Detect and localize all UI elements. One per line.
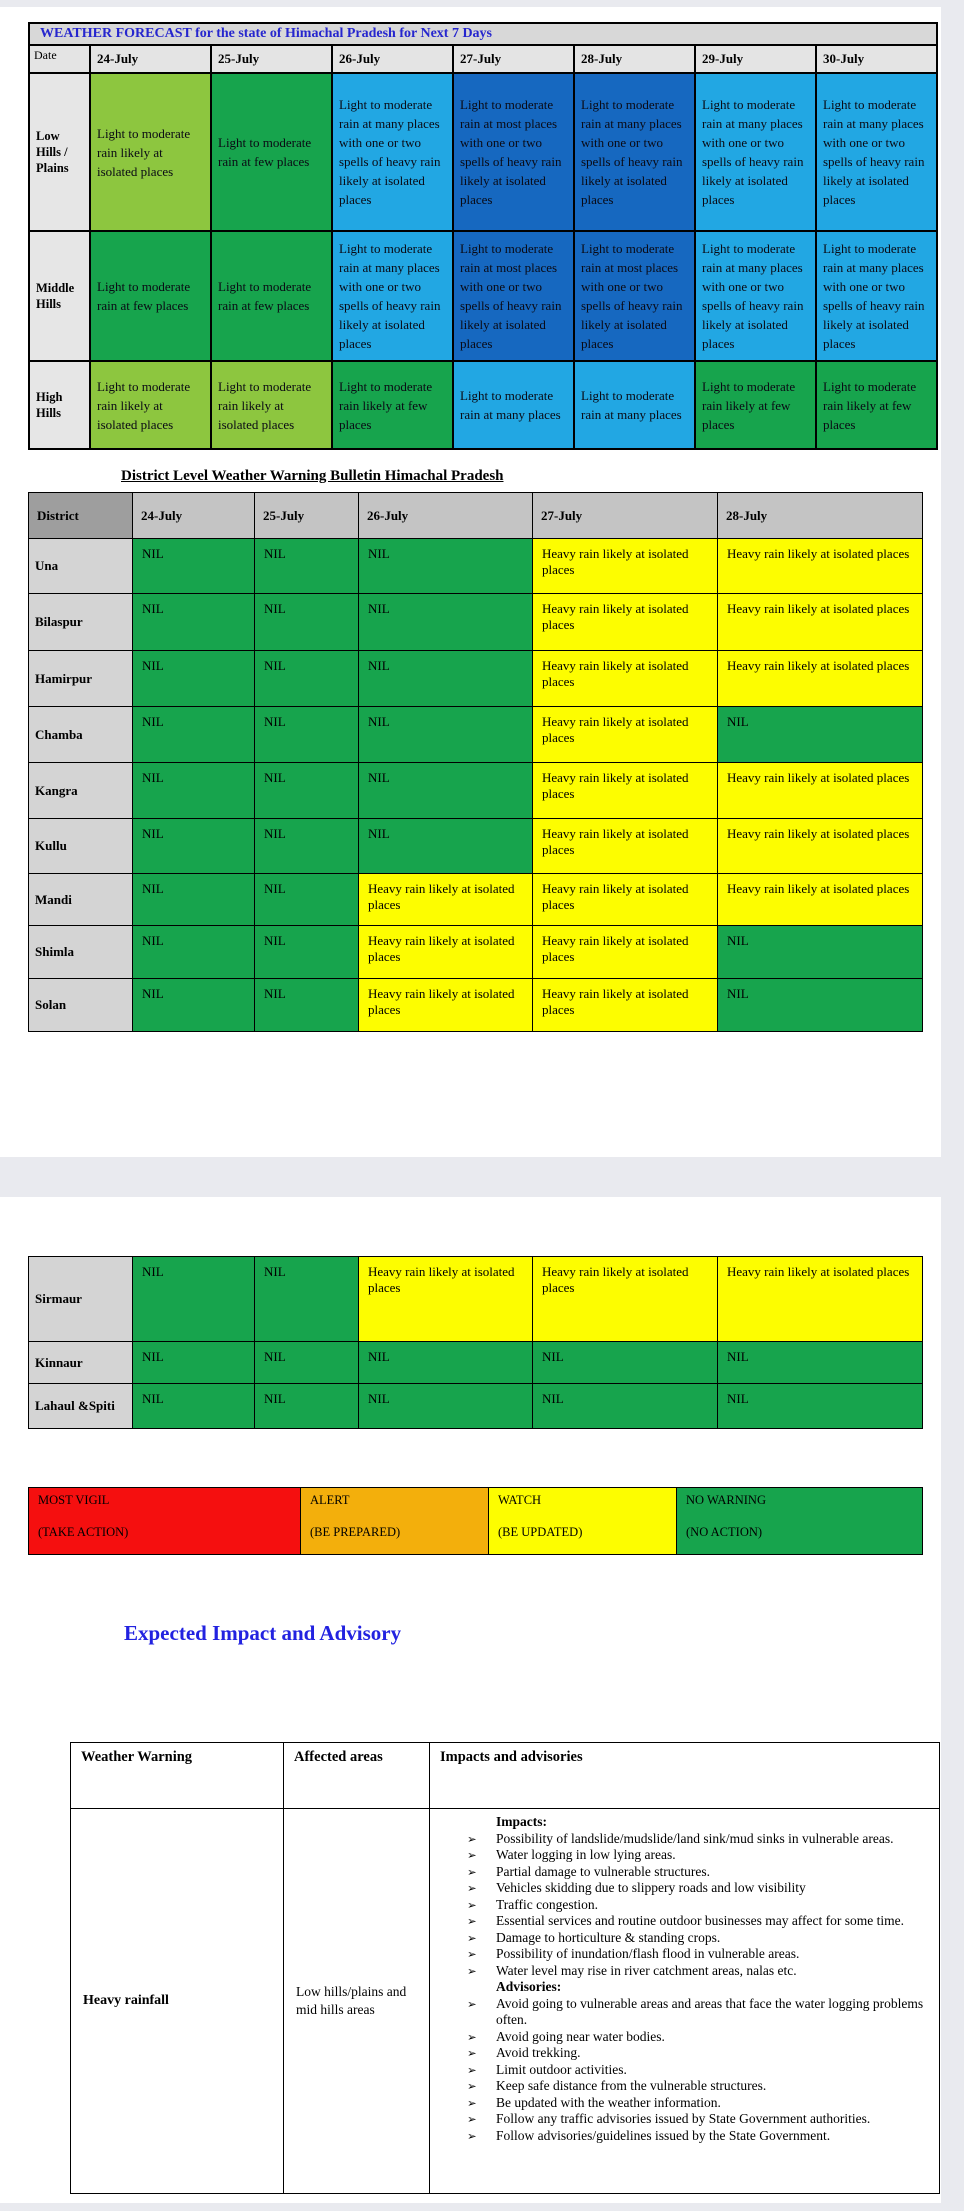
advisory-text: Damage to horticulture & standing crops.: [496, 1929, 721, 1945]
advisory-item: [430, 2111, 931, 2128]
advisory-item: [430, 1930, 931, 1947]
advisory-text: Traffic congestion.: [496, 1896, 598, 1912]
forecast-cell: Light to moderate rain at many places with one or two spells of heavy rain likely at isolated places: [332, 73, 453, 231]
district-warning-cell: Heavy rain likely at isolated places: [533, 1257, 718, 1342]
district-name-label: Solan: [29, 979, 133, 1032]
advisory-text: Avoid trekking.: [496, 2045, 581, 2060]
district-warning-cell: NIL: [533, 1342, 718, 1384]
advisory-text: Follow any traffic advisories issued by State Government authorities.: [496, 2111, 871, 2126]
district-warning-cell: NIL: [359, 539, 533, 594]
page-2: [0, 1197, 941, 2203]
forecast-cell: Light to moderate rain at many places with one or two spells of heavy rain likely at isolated places: [695, 73, 816, 231]
district-warning-cell: NIL: [718, 1384, 923, 1429]
forecast-column-header: 28-July: [574, 45, 695, 73]
district-warning-table: [28, 492, 923, 1032]
district-warning-cell: NIL: [255, 594, 359, 651]
advisory-text: Water logging in low lying areas.: [496, 1847, 676, 1862]
district-row: [29, 763, 923, 819]
advisory-text: Keep safe distance from the vulnerable structures.: [496, 2078, 767, 2093]
district-row: [29, 874, 923, 926]
district-name-label: Sirmaur: [29, 1257, 133, 1342]
impact-advisory-table: [70, 1742, 940, 2194]
bullet-icon: ➢: [467, 1883, 477, 1895]
impact-data-row: [71, 1809, 940, 2194]
district-warning-cell: NIL: [255, 763, 359, 819]
district-warning-cell: NIL: [718, 979, 923, 1032]
district-warning-cell: Heavy rain likely at isolated places: [533, 819, 718, 874]
legend-sub-label: (BE PREPARED): [310, 1525, 401, 1539]
district-warning-cell: Heavy rain likely at isolated places: [359, 979, 533, 1032]
district-warning-cell: NIL: [718, 1342, 923, 1384]
advisory-text: Follow advisories/guidelines issued by the State Government.: [496, 2127, 831, 2143]
advisory-item: [430, 2029, 931, 2046]
district-warning-cell: NIL: [133, 1257, 255, 1342]
district-warning-cell: Heavy rain likely at isolated places: [533, 926, 718, 979]
district-warning-cell: Heavy rain likely at isolated places: [718, 651, 923, 707]
district-row: [29, 1342, 923, 1384]
bullet-icon: ➢: [467, 2114, 477, 2126]
advisory-text: Essential services and routine outdoor businesses may affect for some time.: [496, 1913, 905, 1928]
district-warning-cell: NIL: [255, 539, 359, 594]
district-warning-cell: NIL: [133, 979, 255, 1032]
district-warning-cell: NIL: [133, 874, 255, 926]
district-warning-cell: NIL: [359, 819, 533, 874]
bullet-icon: ➢: [467, 1899, 477, 1912]
advisory-text: Possibility of inundation/flash flood in vulnerable areas.: [496, 1946, 800, 1961]
district-warning-cell: NIL: [255, 1257, 359, 1342]
forecast-column-header: 27-July: [453, 45, 574, 73]
bullet-icon: ➢: [467, 1916, 477, 1928]
forecast-cell: Light to moderate rain likely at isolated places: [211, 361, 332, 449]
forecast-cell: Light to moderate rain likely at few places: [695, 361, 816, 449]
advisory-text: Avoid going to vulnerable areas and areas that face the water logging problems often.: [496, 1995, 924, 2027]
district-name-label: Hamirpur: [29, 651, 133, 707]
forecast-cell: Light to moderate rain likely at few places: [332, 361, 453, 449]
bullet-icon: ➢: [467, 1932, 477, 1945]
district-row: [29, 926, 923, 979]
legend-label: ALERT: [310, 1493, 350, 1507]
bullet-icon: ➢: [467, 1949, 477, 1961]
district-warning-cell: Heavy rain likely at isolated places: [359, 926, 533, 979]
impacts-title: Impacts:: [496, 1814, 547, 1829]
advisory-item: [430, 1897, 931, 1914]
advisory-text: Partial damage to vulnerable structures.: [496, 1863, 711, 1879]
bullet-icon: ➢: [467, 2064, 477, 2077]
advisory-text: Possibility of landslide/mudslide/land sink/mud sinks in vulnerable areas.: [496, 1830, 894, 1846]
district-warning-cell: Heavy rain likely at isolated places: [359, 1257, 533, 1342]
district-bulletin-title: District Level Weather Warning Bulletin Himachal Pradesh: [121, 468, 504, 484]
forecast-row-label: High Hills: [29, 361, 90, 449]
impact-col-header-advisories: Impacts and advisories: [430, 1743, 940, 1809]
district-warning-cell: NIL: [359, 763, 533, 819]
district-row: [29, 594, 923, 651]
advisory-item: [430, 2095, 931, 2112]
district-column-header: 26-July: [359, 493, 533, 539]
district-warning-cell: NIL: [255, 1384, 359, 1429]
bullet-icon: ➢: [467, 1965, 477, 1978]
bullet-icon: ➢: [467, 2081, 477, 2093]
district-name-label: Una: [29, 539, 133, 594]
forecast-cell: Light to moderate rain likely at isolated places: [90, 73, 211, 231]
legend-cell: [677, 1488, 923, 1555]
legend-label: WATCH: [498, 1493, 542, 1507]
district-column-header: 24-July: [133, 493, 255, 539]
advisory-item: [430, 2045, 931, 2062]
forecast-date-corner: Date: [29, 45, 90, 73]
advisory-item: [430, 2062, 931, 2079]
legend-cell: [29, 1488, 301, 1555]
impact-header-row: [71, 1743, 940, 1809]
district-warning-cell: NIL: [133, 707, 255, 763]
bullet-icon: ➢: [467, 1998, 477, 2011]
district-name-label: Lahaul &Spiti: [29, 1384, 133, 1429]
forecast-cell: Light to moderate rain at many places with one or two spells of heavy rain likely at isolated places: [816, 231, 937, 361]
advisory-item: [430, 2128, 931, 2145]
district-warning-table-continued: [28, 1256, 923, 1429]
forecast-title: WEATHER FORECAST for the state of Himachal Pradesh for Next 7 Days: [29, 23, 937, 45]
district-header-row: [29, 493, 923, 539]
forecast-cell: Light to moderate rain at few places: [211, 231, 332, 361]
district-warning-cell: Heavy rain likely at isolated places: [718, 819, 923, 874]
district-name-label: Bilaspur: [29, 594, 133, 651]
legend-sub-label: (TAKE ACTION): [38, 1525, 129, 1539]
advisory-item: [430, 1913, 931, 1930]
forecast-row-label: Middle Hills: [29, 231, 90, 361]
district-warning-cell: NIL: [533, 1384, 718, 1429]
advisory-item: [430, 1963, 931, 1980]
advisory-item: [430, 1831, 931, 1848]
district-warning-cell: Heavy rain likely at isolated places: [533, 539, 718, 594]
advisory-item: [430, 1880, 931, 1897]
warning-legend-table: [28, 1487, 923, 1555]
district-warning-cell: Heavy rain likely at isolated places: [533, 707, 718, 763]
advisory-text: Vehicles skidding due to slippery roads and low visibility: [496, 1880, 806, 1895]
district-warning-cell: Heavy rain likely at isolated places: [718, 539, 923, 594]
forecast-column-header: 26-July: [332, 45, 453, 73]
legend-sub-label: (NO ACTION): [686, 1525, 763, 1539]
forecast-row: [29, 361, 937, 449]
district-warning-cell: NIL: [255, 819, 359, 874]
district-name-label: Chamba: [29, 707, 133, 763]
district-warning-cell: Heavy rain likely at isolated places: [718, 763, 923, 819]
district-warning-cell: NIL: [359, 707, 533, 763]
district-row: [29, 819, 923, 874]
advisory-text: Be updated with the weather information.: [496, 2094, 721, 2110]
district-warning-cell: NIL: [718, 926, 923, 979]
affected-areas-cell: Low hills/plains and mid hills areas: [284, 1809, 430, 2194]
district-warning-cell: NIL: [255, 926, 359, 979]
district-warning-cell: NIL: [359, 1384, 533, 1429]
district-warning-cell: NIL: [133, 539, 255, 594]
forecast-row: [29, 73, 937, 231]
forecast-row-label: Low Hills / Plains: [29, 73, 90, 231]
advisory-item: [430, 1864, 931, 1881]
district-warning-cell: NIL: [255, 707, 359, 763]
forecast-table: [28, 22, 938, 450]
district-row: [29, 651, 923, 707]
district-name-label: Mandi: [29, 874, 133, 926]
district-row: [29, 539, 923, 594]
legend-cell: [489, 1488, 677, 1555]
district-warning-cell: NIL: [359, 651, 533, 707]
impacts-list: [430, 1831, 931, 1980]
advisory-text: Water level may rise in river catchment areas, nalas etc.: [496, 1962, 797, 1978]
forecast-column-header: 29-July: [695, 45, 816, 73]
forecast-cell: Light to moderate rain at few places: [211, 73, 332, 231]
district-warning-cell: Heavy rain likely at isolated places: [718, 874, 923, 926]
district-name-label: Kinnaur: [29, 1342, 133, 1384]
district-warning-cell: NIL: [133, 1384, 255, 1429]
district-column-header: 25-July: [255, 493, 359, 539]
bullet-icon: ➢: [467, 1833, 477, 1846]
district-corner-header: District: [29, 493, 133, 539]
forecast-column-header: 24-July: [90, 45, 211, 73]
forecast-cell: Light to moderate rain at many places with one or two spells of heavy rain likely at isolated places: [574, 73, 695, 231]
district-warning-cell: NIL: [255, 979, 359, 1032]
bullet-icon: ➢: [467, 1850, 477, 1862]
district-warning-cell: NIL: [255, 651, 359, 707]
forecast-row: [29, 231, 937, 361]
forecast-column-header: 25-July: [211, 45, 332, 73]
forecast-cell: Light to moderate rain at many places with one or two spells of heavy rain likely at isolated places: [332, 231, 453, 361]
district-warning-cell: Heavy rain likely at isolated places: [533, 874, 718, 926]
advisories-list: [430, 1996, 931, 2145]
bullet-icon: ➢: [467, 2031, 477, 2044]
bullet-icon: ➢: [467, 2048, 477, 2060]
forecast-cell: Light to moderate rain at many places with one or two spells of heavy rain likely at isolated places: [695, 231, 816, 361]
forecast-cell: Light to moderate rain at most places with one or two spells of heavy rain likely at isolated places: [453, 231, 574, 361]
legend-sub-label: (BE UPDATED): [498, 1525, 583, 1539]
forecast-column-header: 30-July: [816, 45, 937, 73]
bullet-icon: ➢: [467, 1866, 477, 1879]
district-name-label: Kullu: [29, 819, 133, 874]
district-warning-cell: Heavy rain likely at isolated places: [718, 594, 923, 651]
impact-advisory-heading: Expected Impact and Advisory: [124, 1621, 402, 1645]
bullet-icon: ➢: [467, 2097, 477, 2110]
impact-col-header-areas: Affected areas: [284, 1743, 430, 1809]
district-warning-cell: NIL: [133, 1342, 255, 1384]
district-warning-cell: Heavy rain likely at isolated places: [533, 651, 718, 707]
forecast-title-row: [29, 23, 937, 45]
district-warning-cell: NIL: [359, 594, 533, 651]
page-1: [0, 7, 941, 1157]
forecast-cell: Light to moderate rain at many places with one or two spells of heavy rain likely at isolated places: [816, 73, 937, 231]
legend-row: [29, 1488, 923, 1555]
district-warning-cell: NIL: [255, 1342, 359, 1384]
district-warning-cell: NIL: [255, 874, 359, 926]
forecast-cell: Light to moderate rain at most places with one or two spells of heavy rain likely at isolated places: [574, 231, 695, 361]
district-warning-cell: NIL: [133, 926, 255, 979]
district-row: [29, 979, 923, 1032]
district-row: [29, 707, 923, 763]
district-name-label: Shimla: [29, 926, 133, 979]
district-warning-cell: NIL: [133, 594, 255, 651]
district-warning-cell: NIL: [133, 819, 255, 874]
forecast-cell: Light to moderate rain at few places: [90, 231, 211, 361]
advisories-title: Advisories:: [496, 1979, 562, 1994]
district-warning-cell: Heavy rain likely at isolated places: [718, 1257, 923, 1342]
advisory-text: Avoid going near water bodies.: [496, 2028, 665, 2044]
forecast-cell: Light to moderate rain likely at isolated places: [90, 361, 211, 449]
forecast-cell: Light to moderate rain likely at few places: [816, 361, 937, 449]
district-warning-cell: Heavy rain likely at isolated places: [533, 979, 718, 1032]
district-row: [29, 1384, 923, 1429]
district-warning-cell: Heavy rain likely at isolated places: [359, 874, 533, 926]
advisory-item: [430, 2078, 931, 2095]
bullet-icon: ➢: [467, 2130, 477, 2143]
legend-label: NO WARNING: [686, 1493, 766, 1507]
legend-cell: [301, 1488, 489, 1555]
district-column-header: 28-July: [718, 493, 923, 539]
advisory-text: Limit outdoor activities.: [496, 2061, 627, 2077]
forecast-header-row: [29, 45, 937, 73]
advisory-item: [430, 1946, 931, 1963]
advisory-item: [430, 1996, 931, 2029]
district-column-header: 27-July: [533, 493, 718, 539]
district-warning-cell: NIL: [359, 1342, 533, 1384]
district-name-label: Kangra: [29, 763, 133, 819]
weather-warning-cell: Heavy rainfall: [71, 1809, 284, 2194]
forecast-cell: Light to moderate rain at many places: [574, 361, 695, 449]
district-warning-cell: Heavy rain likely at isolated places: [533, 763, 718, 819]
impacts-advisories-cell: [430, 1809, 940, 2194]
district-warning-cell: Heavy rain likely at isolated places: [533, 594, 718, 651]
impact-col-header-warning: Weather Warning: [71, 1743, 284, 1809]
advisory-item: [430, 1847, 931, 1864]
district-warning-cell: NIL: [718, 707, 923, 763]
district-warning-cell: NIL: [133, 763, 255, 819]
forecast-cell: Light to moderate rain at most places with one or two spells of heavy rain likely at isolated places: [453, 73, 574, 231]
district-warning-cell: NIL: [133, 651, 255, 707]
legend-label: MOST VIGIL: [38, 1493, 110, 1507]
district-row: [29, 1257, 923, 1342]
forecast-cell: Light to moderate rain at many places: [453, 361, 574, 449]
